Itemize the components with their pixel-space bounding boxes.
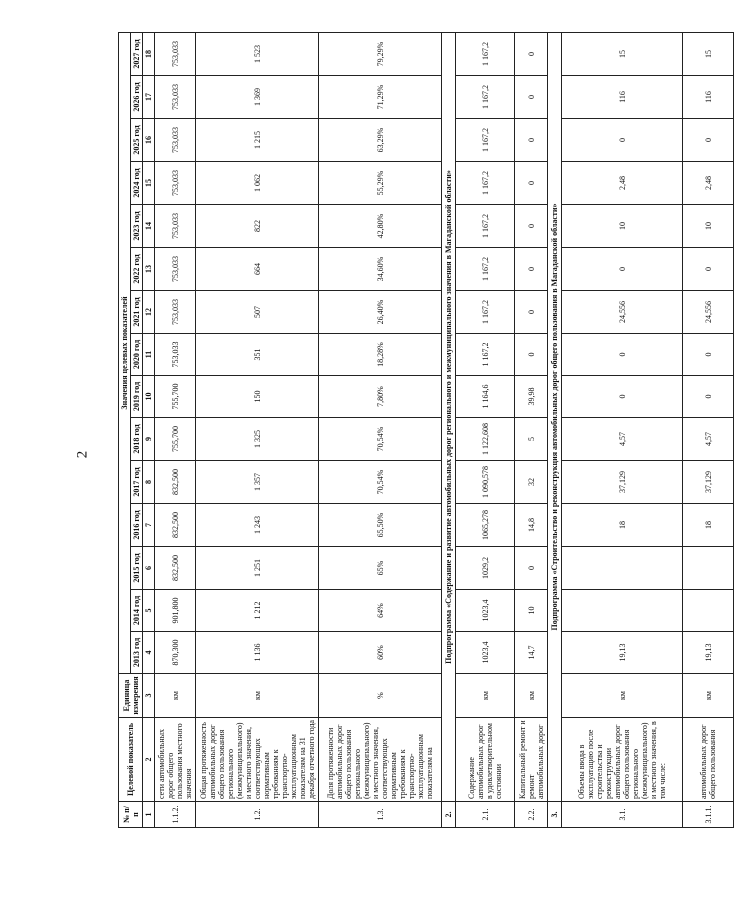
col-number: 4 bbox=[143, 632, 155, 674]
row-value: 1 167,2 bbox=[456, 205, 515, 248]
header-row-1 bbox=[119, 33, 131, 828]
row-value: 901,800 bbox=[155, 590, 196, 632]
col-number: 10 bbox=[143, 376, 155, 418]
row-number: 3.1.1. bbox=[683, 802, 734, 828]
row-value: 753,033 bbox=[155, 76, 196, 119]
table-row bbox=[456, 33, 515, 828]
col-number: 15 bbox=[143, 162, 155, 205]
header-year: 2025 год bbox=[131, 119, 143, 162]
header-year: 2022 год bbox=[131, 248, 143, 291]
row-value: 24,556 bbox=[562, 291, 683, 334]
col-number: 5 bbox=[143, 590, 155, 632]
row-value: 0 bbox=[515, 248, 548, 291]
row-value: 1 369 bbox=[196, 76, 319, 119]
row-value: 63,29% bbox=[319, 119, 442, 162]
row-number: 1.3. bbox=[319, 802, 442, 828]
row-value: 1029,2 bbox=[456, 547, 515, 590]
row-value: 0 bbox=[515, 547, 548, 590]
row-value: 0 bbox=[562, 334, 683, 376]
rotated-table-container bbox=[118, 39, 717, 828]
row-value: 664 bbox=[196, 248, 319, 291]
header-row-col-numbers bbox=[143, 33, 155, 828]
row-value: 7,80% bbox=[319, 376, 442, 418]
col-number: 1 bbox=[143, 802, 155, 828]
row-value: 1 243 bbox=[196, 504, 319, 547]
col-number: 18 bbox=[143, 33, 155, 76]
col-number: 14 bbox=[143, 205, 155, 248]
row-value: 1 167,2 bbox=[456, 33, 515, 76]
col-number: 13 bbox=[143, 248, 155, 291]
row-value: 1 212 bbox=[196, 590, 319, 632]
section-number: 3. bbox=[548, 802, 562, 828]
col-number: 12 bbox=[143, 291, 155, 334]
row-value: 351 bbox=[196, 334, 319, 376]
row-value: 4,57 bbox=[562, 418, 683, 461]
page-number: 2 bbox=[74, 450, 91, 459]
header-year: 2018 год bbox=[131, 418, 143, 461]
row-value: 1065,278 bbox=[456, 504, 515, 547]
table-row bbox=[319, 33, 442, 828]
row-unit: км bbox=[683, 674, 734, 718]
table-body bbox=[155, 33, 734, 828]
row-value: 753,033 bbox=[155, 33, 196, 76]
row-value: 1 167,2 bbox=[456, 76, 515, 119]
row-value: 822 bbox=[196, 205, 319, 248]
row-value: 1 164,6 bbox=[456, 376, 515, 418]
row-value: 37,129 bbox=[683, 461, 734, 504]
row-value bbox=[683, 547, 734, 590]
row-value: 0 bbox=[515, 334, 548, 376]
row-value bbox=[562, 590, 683, 632]
row-indicator-name: Содержание автомобильных дорог в удовлетворительном состоянии bbox=[456, 718, 515, 802]
row-value: 116 bbox=[562, 76, 683, 119]
row-value: 755,700 bbox=[155, 418, 196, 461]
col-number: 7 bbox=[143, 504, 155, 547]
col-number: 11 bbox=[143, 334, 155, 376]
header-unit: Единица измерения bbox=[119, 674, 143, 718]
row-value: 0 bbox=[515, 119, 548, 162]
row-unit: км bbox=[196, 674, 319, 718]
row-value: 18,28% bbox=[319, 334, 442, 376]
row-number: 2.1. bbox=[456, 802, 515, 828]
row-unit: км bbox=[155, 674, 196, 718]
header-year: 2016 год bbox=[131, 504, 143, 547]
row-value: 4,57 bbox=[683, 418, 734, 461]
row-value: 1 215 bbox=[196, 119, 319, 162]
row-value: 60% bbox=[319, 632, 442, 674]
row-value: 24,556 bbox=[683, 291, 734, 334]
row-value: 0 bbox=[683, 376, 734, 418]
row-number: 3.1. bbox=[562, 802, 683, 828]
col-number: 8 bbox=[143, 461, 155, 504]
header-year: 2017 год bbox=[131, 461, 143, 504]
table-row bbox=[155, 33, 196, 828]
header-year: 2027 год bbox=[131, 33, 143, 76]
row-value: 0 bbox=[515, 76, 548, 119]
row-value: 19,13 bbox=[562, 632, 683, 674]
row-value: 507 bbox=[196, 291, 319, 334]
row-unit: км bbox=[456, 674, 515, 718]
row-value: 753,033 bbox=[155, 119, 196, 162]
row-value: 0 bbox=[562, 376, 683, 418]
row-value: 1 357 bbox=[196, 461, 319, 504]
header-num: № п/п bbox=[119, 802, 143, 828]
row-value: 1 136 bbox=[196, 632, 319, 674]
row-value: 0 bbox=[562, 248, 683, 291]
row-number: 2.2. bbox=[515, 802, 548, 828]
table-row bbox=[562, 33, 683, 828]
header-year: 2024 год bbox=[131, 162, 143, 205]
row-value: 1 325 bbox=[196, 418, 319, 461]
row-value: 14,7 bbox=[515, 632, 548, 674]
col-number: 9 bbox=[143, 418, 155, 461]
row-value bbox=[683, 590, 734, 632]
row-number: 1.1.2. bbox=[155, 802, 196, 828]
row-value: 1023,4 bbox=[456, 590, 515, 632]
row-indicator-name: Доля протяженности автомобильных дорог общего пользования регионального (межмуниципального) и местного значения, соответствующих нормативным требованиям к транспортно-эксплуатационным показателям на bbox=[319, 718, 442, 802]
row-value: 70,54% bbox=[319, 418, 442, 461]
row-value: 19,13 bbox=[683, 632, 734, 674]
header-year: 2019 год bbox=[131, 376, 143, 418]
row-value: 1 167,2 bbox=[456, 334, 515, 376]
row-value: 10 bbox=[683, 205, 734, 248]
section-title: Подпрограмма «Содержание и развитие автомобильных дорог регионального и межмуниципального значения в Магаданской области» bbox=[442, 33, 456, 802]
row-value: 55,29% bbox=[319, 162, 442, 205]
row-indicator-name: автомобильных дорог общего пользования bbox=[683, 718, 734, 802]
row-value: 1023,4 bbox=[456, 632, 515, 674]
row-value: 15 bbox=[562, 33, 683, 76]
row-value: 0 bbox=[683, 248, 734, 291]
col-number: 17 bbox=[143, 76, 155, 119]
section-row bbox=[442, 33, 456, 828]
row-value: 150 bbox=[196, 376, 319, 418]
row-value: 5 bbox=[515, 418, 548, 461]
row-value: 39,98 bbox=[515, 376, 548, 418]
row-value: 1 062 bbox=[196, 162, 319, 205]
section-number: 2. bbox=[442, 802, 456, 828]
row-value: 32 bbox=[515, 461, 548, 504]
row-value: 34,60% bbox=[319, 248, 442, 291]
row-value: 0 bbox=[683, 334, 734, 376]
row-unit: км bbox=[562, 674, 683, 718]
row-value: 1 167,2 bbox=[456, 162, 515, 205]
row-value: 753,033 bbox=[155, 162, 196, 205]
header-year: 2026 год bbox=[131, 76, 143, 119]
row-value: 116 bbox=[683, 76, 734, 119]
col-number: 16 bbox=[143, 119, 155, 162]
row-value: 753,033 bbox=[155, 205, 196, 248]
row-value: 0 bbox=[515, 162, 548, 205]
row-value: 18 bbox=[683, 504, 734, 547]
table-row bbox=[515, 33, 548, 828]
header-year: 2014 год bbox=[131, 590, 143, 632]
section-title: Подпрограмма «Строительство и реконструкция автомобильных дорог общего пользования в Магаданской области» bbox=[548, 33, 562, 802]
row-value: 79,29% bbox=[319, 33, 442, 76]
row-value: 65,50% bbox=[319, 504, 442, 547]
row-value: 1 122,608 bbox=[456, 418, 515, 461]
row-value: 18 bbox=[562, 504, 683, 547]
row-value: 70,54% bbox=[319, 461, 442, 504]
row-value: 2,48 bbox=[562, 162, 683, 205]
row-value: 0 bbox=[562, 119, 683, 162]
header-year: 2023 год bbox=[131, 205, 143, 248]
row-value: 0 bbox=[515, 33, 548, 76]
header-year: 2020 год bbox=[131, 334, 143, 376]
row-indicator-name: Капитальный ремонт и ремонт автомобильных дорог bbox=[515, 718, 548, 802]
targets-table bbox=[118, 32, 734, 828]
row-number: 1.2. bbox=[196, 802, 319, 828]
row-value: 10 bbox=[515, 590, 548, 632]
row-indicator-name: сети автомобильных дорог общего пользования местного значения bbox=[155, 718, 196, 802]
row-value: 1 090,578 bbox=[456, 461, 515, 504]
row-value: 1 523 bbox=[196, 33, 319, 76]
col-number: 2 bbox=[143, 718, 155, 802]
row-value: 10 bbox=[562, 205, 683, 248]
row-value: 753,033 bbox=[155, 248, 196, 291]
row-value: 2,48 bbox=[683, 162, 734, 205]
row-value: 71,29% bbox=[319, 76, 442, 119]
header-targets-group: Значения целевых показателей bbox=[119, 33, 131, 674]
header-year: 2015 год bbox=[131, 547, 143, 590]
table-row bbox=[683, 33, 734, 828]
section-row bbox=[548, 33, 562, 828]
row-value: 832,500 bbox=[155, 461, 196, 504]
row-unit: % bbox=[319, 674, 442, 718]
row-value: 37,129 bbox=[562, 461, 683, 504]
row-value: 0 bbox=[515, 291, 548, 334]
row-value: 26,40% bbox=[319, 291, 442, 334]
row-value: 0 bbox=[683, 119, 734, 162]
header-name: Целевой показатель bbox=[119, 718, 143, 802]
row-value bbox=[562, 547, 683, 590]
row-indicator-name: Общая протяженность автомобильных дорог общего пользования регионального (межмуниципального) и местного значения, соответствующих нормативным требованиям к транспортно-эксплуатационным показателям на 31 декабря отчетного года bbox=[196, 718, 319, 802]
row-value: 14,8 bbox=[515, 504, 548, 547]
col-number: 3 bbox=[143, 674, 155, 718]
row-value: 755,700 bbox=[155, 376, 196, 418]
row-value: 65% bbox=[319, 547, 442, 590]
table-row bbox=[196, 33, 319, 828]
header-year: 2021 год bbox=[131, 291, 143, 334]
row-value: 1 167,2 bbox=[456, 119, 515, 162]
row-value: 1 251 bbox=[196, 547, 319, 590]
header-year: 2013 год bbox=[131, 632, 143, 674]
row-value: 15 bbox=[683, 33, 734, 76]
row-value: 753,033 bbox=[155, 334, 196, 376]
row-value: 64% bbox=[319, 590, 442, 632]
row-value: 832,500 bbox=[155, 547, 196, 590]
col-number: 6 bbox=[143, 547, 155, 590]
row-value: 42,80% bbox=[319, 205, 442, 248]
row-value: 0 bbox=[515, 205, 548, 248]
row-value: 753,033 bbox=[155, 291, 196, 334]
row-unit: км bbox=[515, 674, 548, 718]
row-value: 1 167,2 bbox=[456, 248, 515, 291]
row-value: 832,500 bbox=[155, 504, 196, 547]
row-value: 1 167,2 bbox=[456, 291, 515, 334]
row-indicator-name: Объемы ввода в эксплуатацию после строительства и реконструкции автомобильных дорог общего пользования регионального (межмуниципального) и местного значения, в том числе: bbox=[562, 718, 683, 802]
row-value: 870,300 bbox=[155, 632, 196, 674]
